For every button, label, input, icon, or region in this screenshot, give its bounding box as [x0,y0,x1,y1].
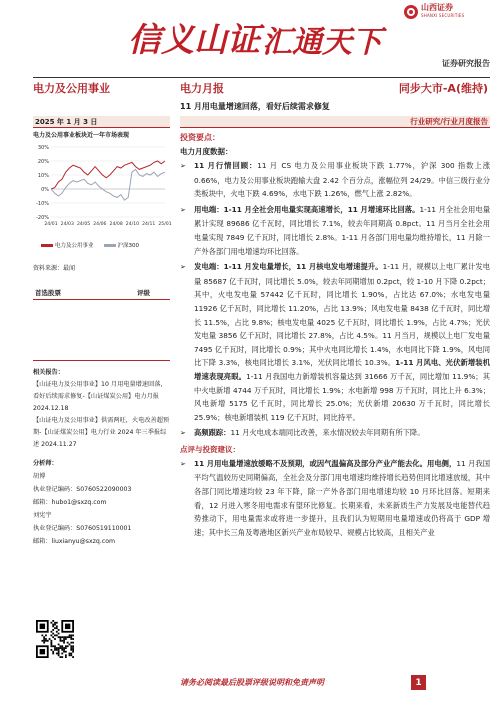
para-body: 1-11 月，规模以上电厂累计发电量 85687 亿千瓦时，同比增长 5.0%，较去年同期增加 0.2pct，较 1-10 月下降 0.2pct；其中，火电发电量 57442 亿千瓦时，同比增长 1.90%，占比达 67.0%；水电发电量 11926 亿千瓦时，同比增长 11.20%，占比 13.9%；风电发电量 8438 亿千瓦时，同比增长 11.5%，占比 9.8%；核电发电量 4025 亿千瓦时，同比增长 1.9%，占比 4.7%；光伏发电量 3856 亿千瓦时，同比增长 27.8%，占比 4.5%。11 月当月，规模以上电厂发电量 7495 亿千瓦时，同比增长 0.9%；其中火电同比增长 1.4%，水电同比下降 1.9%，风电同比下降 3.3%，核电同比增长 3.1%，光伏同比增长 10.3%。 [194,262,490,368]
bullet-arrow-icon: ➢ [180,205,186,214]
brand-logo [404,3,494,21]
advice-title: 点评与投资建议： [180,444,240,454]
para-lead: 11 月用电量增速放缓略不及预期，或因气温偏高及部分产业产能去化。用电侧， [194,458,457,468]
disclaimer[interactable]: 请务必阅读最后股票评级说明和免责声明 [180,677,324,687]
legend-item-sector: 电力及公用事业 [41,241,94,249]
para-lead: 用电端：1-11 月全社会用电量实现高速增长，11 月增速环比回落。 [194,204,420,214]
x-tick-label: 24/10 [125,222,140,227]
bullet-arrow-icon: ➢ [180,162,186,170]
report-name: 电力月报 [180,82,224,95]
x-tick-label: 24/06 [93,222,107,227]
analyst-email[interactable]: 邮箱：hubo1@sxzq.com [33,499,107,506]
y-tick-label: 10% [37,173,49,179]
analyst-cert: 执业登记编码：S0760519110001 [33,525,132,532]
slogan-part1: 信义山证 [128,20,260,59]
para-body: 11 月火电成本端同比改善，来水情况较去年同期有所下降。 [230,428,425,438]
paragraph-advice [180,457,490,540]
x-tick-label: 24/05 [76,222,91,227]
related-title: 相关报告： [33,369,64,376]
main-content [180,116,490,539]
page-number: 1 [411,675,426,690]
stock-table-body [33,300,170,352]
para-body: 11 月 CS 电力及公用事业板块下跌 1.77%，沪深 300 指数上涨 0.66%，电力及公用事业板块跑输大盘 2.42 个百分点，涨幅位列 24/29。中信三级行业分类板块中，火电下跌 4.69%，水电下跌 1.26%，燃气上涨 2.82%。 [194,161,490,199]
y-tick-label: 0% [41,187,49,193]
x-tick-label: 24/03 [60,222,74,227]
para-lead: 11 月行情回顾： [194,161,258,170]
bullet-arrow-icon: ➢ [180,429,186,438]
analyst-name: 胡博 [33,473,46,480]
performance-chart [33,143,170,237]
chart-title: 电力及公用事业板块近一年市场表现 [33,132,130,139]
related-report-item[interactable]: 【山证电力及公用事业】10 月用电量增速回落，看好后续需求修复-【山证煤炭公用】电力月报 2024.12.18 [33,381,167,412]
sector-title: 电力及公用事业 [33,82,110,95]
stock-column-name: 首选股票 [35,289,61,297]
analyst-email[interactable]: 邮箱：liuxianyu@sxzq.com [33,538,116,545]
stock-column-rating: 评级 [137,289,150,297]
paragraph-generation [180,260,490,424]
analysts [33,457,170,548]
slogan-part2: 汇通天下 [262,25,382,60]
series-line-1 [51,169,165,200]
y-tick-label: -10% [36,201,49,207]
analyst-title: 分析师： [33,460,58,467]
y-tick-label: -20% [36,215,49,221]
x-tick-label: 24/01 [44,222,58,227]
brand-mark-icon [404,5,418,19]
para-lead: 1-11 月风电、光伏新增装机增速表现亮眼。 [194,358,490,381]
report-subtitle: 11 月用电量增速回落，看好后续需求修复 [180,102,330,111]
y-tick-label: 30% [37,145,49,151]
x-tick-label: 25/01 [158,222,172,227]
bullet-arrow-icon: ➢ [180,263,186,272]
related-report-item[interactable]: 【山证电力及公用事业】供需两旺，火电改善超预期-【山证煤炭公用】电力行业 2024 年三季报综述 2024.11.27 [33,417,170,448]
related-reports [33,360,170,451]
legend-item-hs300: 沪深300 [104,241,140,249]
paragraph-consumption [180,203,490,258]
para-lead: 发电端：1-11 月发电量增长，11 月核电发电增速提升。 [194,262,383,272]
monthly-data-title: 电力月度数据： [180,147,233,156]
y-tick-label: 20% [37,159,49,165]
para-body: 1-11 月全社会用电量累计实现 89686 亿千瓦时，同比增长 7.1%，较去年同期高 0.8pct。11 月当月全社会用电量实现 7849 亿千瓦时，同比增长 2.8%。1-11 月各部门用电量均维持增长，11 月除一产外各部门用电增速均环比回落。 [194,204,490,256]
data-source: 资料来源：最闻 [33,265,76,272]
para-body: 11 月我国平均气温较历史同期偏高，全社会及分部门用电增速均维持增长趋势但同比增速放缓，其中各部门同比增速均较 23 年下降，除一产外各部门用电增速均较 10 月环比回落。短期来看，12 月进入寒冬用电需求有望环比修复。长期来看，未来新质生产力发展及电能替代趋势推动下，用电量需求或将进一步提升，且我们认为短期用电量增速或仍将高于 GDP 增速；其中长三角及粤港地区新兴产业布局较早、规模占比较高，且相关产业 [194,458,490,537]
para-body: 1-11 月我国电力新增装机容量达到 31666 万千瓦，同比增加 11.9%；其中火电新增 4744 万千瓦时，同比增长 1.9%；水电新增 998 万千瓦时，同比上升 6.3%；风电新增 5175 亿千瓦时，同比增长 25.0%；光伏新增 20630 万千瓦时，同比增长 25.9%；核电新增装机 119 亿千瓦时，同比持平。 [194,371,490,422]
industry-rating: 同步大市-A(维持) [398,82,488,95]
analyst-cert: 执业登记编码：S0760522090003 [33,486,132,493]
paragraph-market-review [180,159,490,201]
left-sidebar [33,116,170,548]
report-date: 2025 年 1 月 3 日 [33,116,170,128]
paragraph-tracking [180,426,490,441]
stock-table-header [33,288,170,300]
para-lead: 高频跟踪： [194,428,231,438]
chart-legend [33,241,170,249]
header-divider [33,77,490,78]
slogan [128,15,382,61]
bullet-arrow-icon: ➢ [180,459,186,468]
x-tick-label: 24/08 [109,222,123,227]
brand-name-cn: 山西证券 [421,3,453,12]
qr-code-icon[interactable] [36,620,74,658]
x-tick-label: 24/11 [142,222,156,227]
brand-name-en: SHANXI SECURITIES [421,13,465,18]
investment-points-title: 投资要点： [180,133,220,142]
report-category: 行业研究/行业月度报告 [180,116,490,128]
analyst-name: 刘宪宇 [33,512,52,519]
report-type: 证券研究报告 [442,59,490,68]
